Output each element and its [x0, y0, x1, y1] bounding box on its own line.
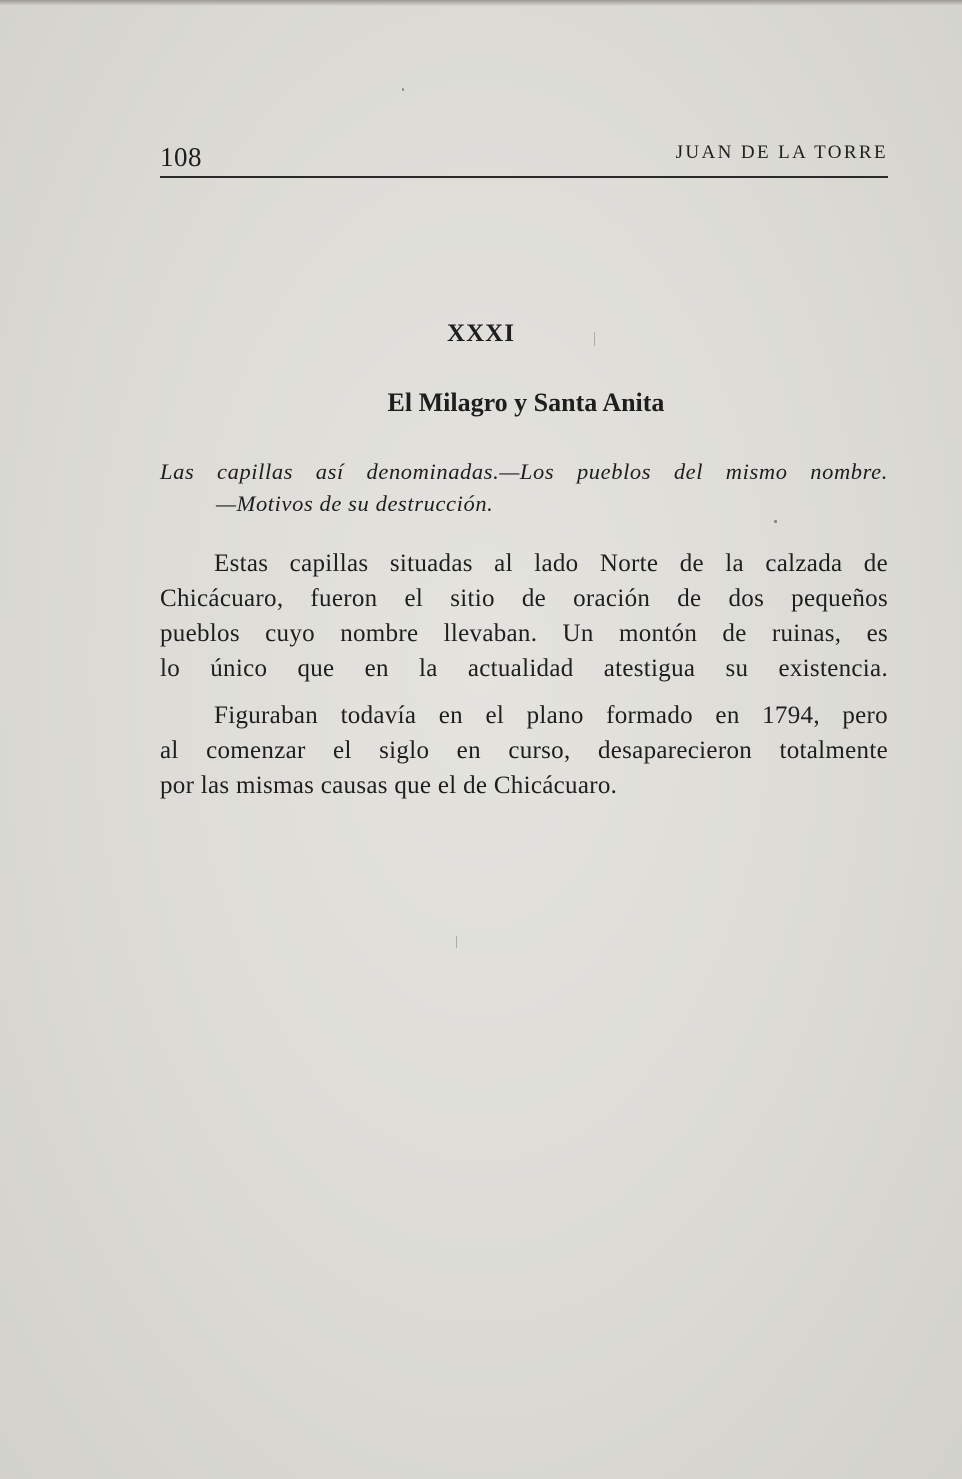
chapter-title: El Milagro y Santa Anita [387, 388, 665, 417]
summary-line: —Motivos de su destrucción. [216, 491, 494, 516]
paragraph-line: Chicácuaro, fueron el sitio de oración de dos pequeños [160, 585, 888, 612]
paragraph-line: Figuraban todavía en el plano formado en 1794, pero [214, 702, 888, 729]
page-top-edge [0, 0, 962, 6]
running-head: JUAN DE LA TORRE [675, 142, 888, 163]
page-number: 108 [160, 142, 202, 172]
paragraph-line: al comenzar el siglo en curso, desaparecieron totalmente [160, 737, 888, 764]
paragraph [160, 698, 888, 803]
paragraph [160, 546, 888, 686]
paragraph-line: pueblos cuyo nombre llevaban. Un montón de ruinas, es [160, 620, 888, 647]
paper-speck [594, 332, 595, 346]
paper-speck [774, 520, 777, 523]
chapter-summary [160, 456, 888, 520]
page-header [160, 140, 888, 178]
paragraph-line: lo único que en la actualidad atestigua su existencia. [160, 655, 888, 682]
paragraph-line: Estas capillas situadas al lado Norte de la calzada de [214, 550, 888, 577]
summary-line: Las capillas así denominadas.—Los pueblos del mismo nombre. [160, 459, 888, 484]
paper-speck [456, 936, 457, 948]
paragraph-line: por las mismas causas que el de Chicácuaro. [160, 772, 618, 799]
chapter-number: XXXI [447, 320, 515, 347]
paper-speck [402, 88, 404, 91]
